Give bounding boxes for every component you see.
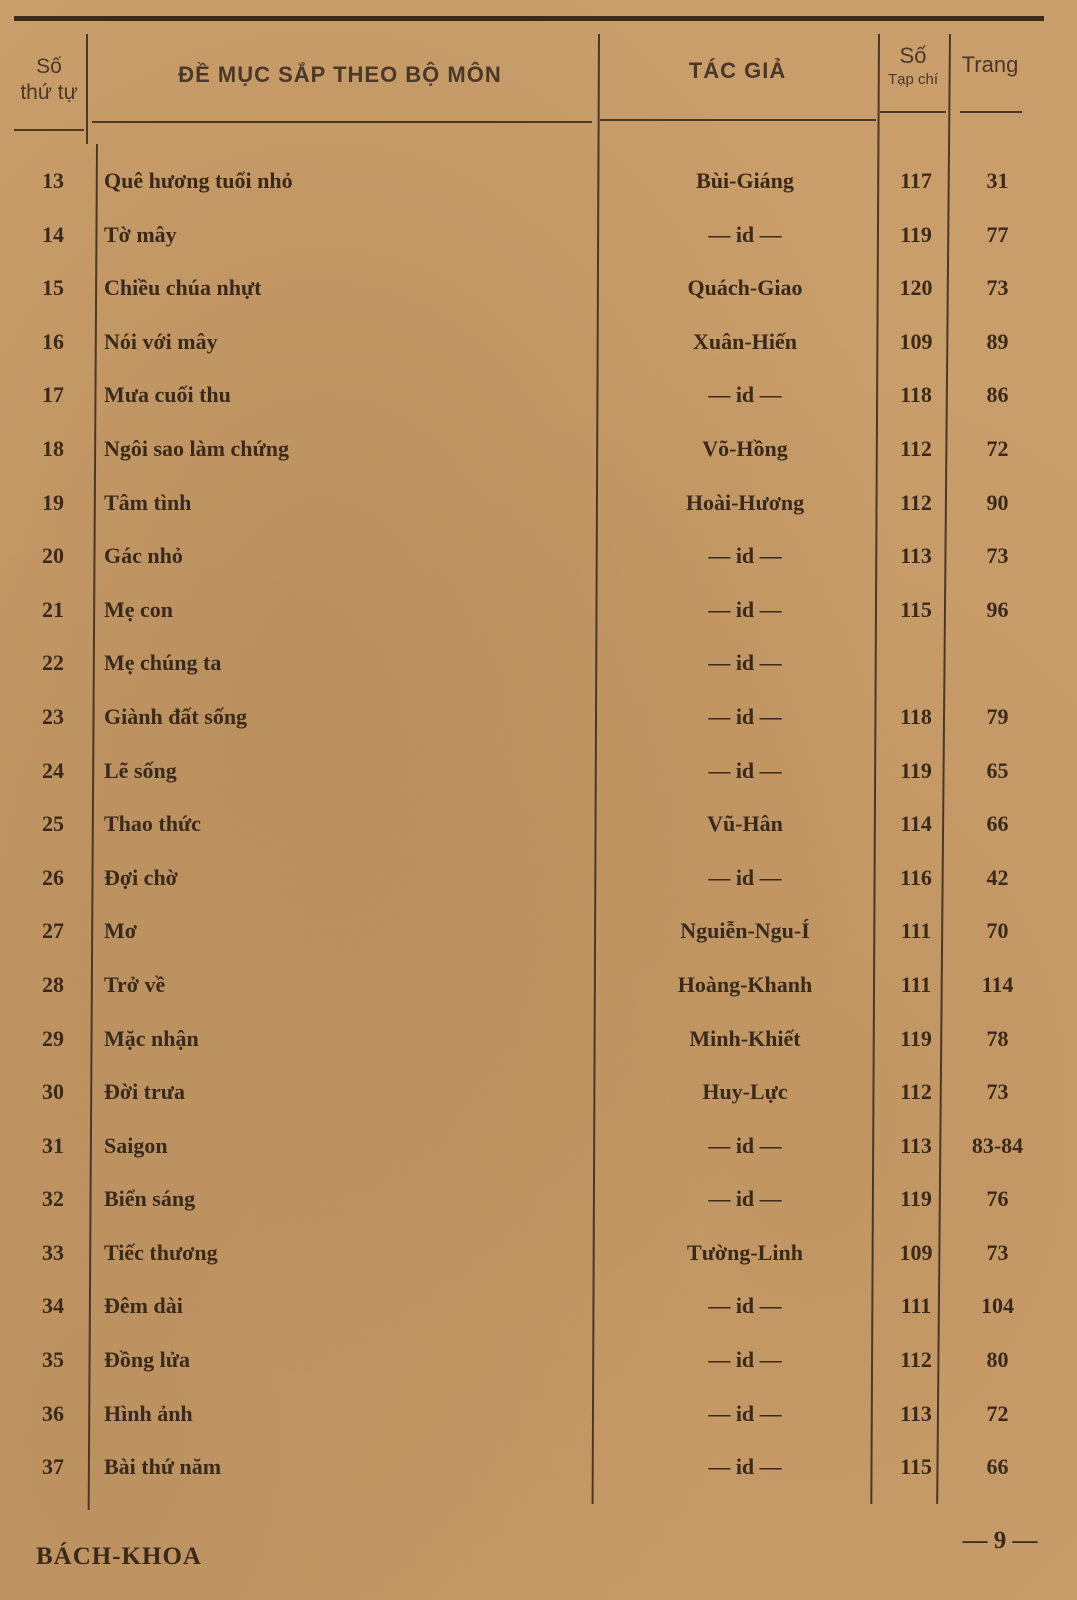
row-page: 73 [986,1239,1009,1265]
row-number: 15 [42,275,64,301]
row-number: 29 [42,1025,64,1051]
table-row [0,1343,1077,1397]
row-title: Mẹ con [104,596,174,622]
table-row [0,1397,1077,1451]
row-title: Trở về [104,971,166,997]
header-issue-line1: Số [899,43,927,68]
row-page: 66 [986,811,1009,837]
row-page: 73 [986,275,1009,301]
row-number: 24 [42,757,64,783]
row-issue: 112 [900,435,932,461]
row-author: — id — [708,650,782,676]
row-page: 78 [986,1025,1009,1051]
top-rule [14,16,1044,21]
row-page: 77 [986,221,1009,247]
header-number [14,54,84,106]
row-title: Gác nhỏ [104,543,183,569]
row-page: 89 [986,328,1009,354]
header-underline-issue [880,111,946,113]
row-issue: 119 [900,1025,932,1051]
row-number: 14 [42,221,64,247]
publication-name: BÁCH-KHOA [36,1543,202,1570]
row-number: 13 [42,168,64,193]
row-page: 66 [986,1454,1009,1480]
header-underline-title [92,121,592,123]
header-number-line2: thứ tự [20,81,78,104]
table-row [0,432,1077,486]
row-author: — id — [708,1293,782,1319]
row-page: 42 [986,864,1009,890]
header-page: Trang [961,52,1019,77]
row-page: 73 [986,1079,1009,1105]
row-issue: 113 [900,1400,932,1426]
row-author: — id — [708,1454,782,1480]
row-author: — id — [708,221,782,247]
row-author: — id — [708,543,782,569]
row-author: — id — [708,1186,782,1212]
row-title: Tờ mây [104,221,177,247]
row-title: Giành đất sống [104,703,248,729]
row-page: 86 [986,382,1009,408]
column-rule-number-header [86,34,88,144]
table-row [0,378,1077,432]
row-number: 30 [42,1079,64,1105]
row-number: 33 [42,1239,64,1265]
index-table [0,164,1077,1504]
row-author: Xuân-Hiến [693,328,797,354]
row-title: Biển sáng [104,1186,196,1212]
table-row [0,486,1077,540]
row-author: — id — [708,757,782,783]
header-underline-page [960,111,1022,113]
row-title: Đêm dài [104,1293,183,1319]
row-author: — id — [708,1347,782,1373]
header-number-line1: Số [36,55,62,78]
row-title: Mưa cuối thu [104,382,231,408]
row-author: — id — [708,1400,782,1426]
row-title: Ngôi sao làm chứng [104,435,289,461]
row-title: Đời trưa [104,1079,185,1105]
row-author: Võ-Hồng [702,435,788,461]
row-author: Hoài-Hương [685,489,805,515]
row-issue: 112 [900,1079,932,1105]
table-row [0,1289,1077,1343]
row-author: Hoàng-Khanh [677,971,813,997]
row-issue: 115 [900,1454,932,1480]
row-title: Mơ [104,918,137,944]
row-author: Bùi-Giáng [696,168,794,193]
table-row [0,1182,1077,1236]
row-title: Tiếc thương [104,1239,218,1265]
row-issue: 116 [900,864,932,890]
row-author: — id — [708,1132,782,1158]
header-underline-number [14,129,84,131]
row-issue: 114 [900,811,932,837]
table-row [0,1129,1077,1183]
header-issue-line2: Tạp chí [887,71,939,88]
row-author: Vũ-Hân [707,811,783,837]
row-author: — id — [708,703,782,729]
row-page: 72 [986,1400,1009,1426]
row-number: 25 [42,811,64,837]
row-issue: 113 [900,1132,932,1158]
row-issue: 109 [899,1239,933,1265]
row-title: Mặc nhận [104,1025,199,1051]
row-page: 96 [986,596,1009,622]
table-row [0,754,1077,808]
row-issue: 112 [900,489,932,515]
row-issue: 119 [900,757,932,783]
row-page: 80 [986,1347,1009,1373]
table-row [0,218,1077,272]
row-title: Lẽ sống [104,757,177,783]
row-number: 31 [42,1132,64,1158]
row-page: 65 [986,757,1009,783]
row-number: 28 [42,971,64,997]
row-title: Tâm tình [104,489,192,515]
table-row [0,646,1077,700]
page-number: — 9 — [962,1527,1038,1554]
row-page: 31 [986,168,1009,193]
row-page: 73 [986,543,1009,569]
row-number: 34 [42,1293,64,1319]
table-row [0,164,1077,218]
row-page: 79 [986,703,1009,729]
row-number: 20 [42,543,64,569]
table-row [0,539,1077,593]
table-row [0,700,1077,754]
row-issue: 118 [900,382,932,408]
row-issue: 117 [900,168,932,193]
row-number: 36 [42,1400,64,1426]
row-issue: 111 [900,1293,932,1319]
header-issue [878,44,948,92]
row-page: 104 [981,1293,1014,1319]
row-number: 18 [42,435,64,461]
row-number: 23 [42,703,64,729]
header-underline-author [600,119,876,121]
row-issue: 119 [900,1186,932,1212]
row-issue: 109 [899,328,933,354]
table-row [0,271,1077,325]
row-page: 90 [986,489,1009,515]
row-title: Đồng lửa [104,1347,190,1373]
row-title: Chiều chúa nhựt [104,275,262,301]
table-row [0,968,1077,1022]
row-author: Minh-Khiết [689,1025,801,1051]
table-row [0,807,1077,861]
row-issue: 118 [900,703,932,729]
row-author: Nguiễn-Ngu-Í [680,918,810,944]
row-title: Hình ảnh [104,1400,193,1426]
row-page: 70 [986,918,1009,944]
row-page: 83-84 [971,1132,1024,1158]
row-number: 22 [42,650,64,676]
row-number: 32 [42,1186,64,1212]
row-number: 27 [42,918,64,944]
row-page: 114 [981,971,1014,997]
table-row [0,914,1077,968]
row-number: 21 [42,596,64,622]
row-title: Thao thức [104,811,201,837]
table-row [0,325,1077,379]
row-page: 76 [986,1186,1009,1212]
table-row [0,1075,1077,1129]
row-issue: 112 [900,1347,932,1373]
row-title: Bài thứ năm [104,1454,222,1480]
table-row [0,593,1077,647]
row-number: 17 [42,382,64,408]
row-title: Nói với mây [104,328,218,354]
row-issue: 119 [900,221,932,247]
row-title: Đợi chờ [104,864,178,890]
row-title: Saigon [104,1132,168,1158]
row-issue: 111 [900,918,932,944]
row-number: 35 [42,1347,64,1373]
row-number: 19 [42,489,64,515]
table-row [0,1236,1077,1290]
row-author: — id — [708,596,782,622]
row-issue: 115 [900,596,932,622]
row-author: — id — [708,864,782,890]
row-number: 37 [42,1454,64,1480]
table-row [0,1450,1077,1504]
row-author: Tường-Linh [687,1239,803,1265]
row-author: Huy-Lực [702,1079,788,1105]
header-author: TÁC GIẢ [688,58,787,83]
header-title: ĐỀ MỤC SẮP THEO BỘ MÔN [178,62,502,87]
row-number: 16 [42,328,64,354]
row-author: — id — [708,382,782,408]
row-issue: 113 [900,543,932,569]
table-row [0,1022,1077,1076]
row-issue: 111 [900,971,932,997]
row-author: Quách-Giao [687,275,803,301]
row-title: Mẹ chúng ta [104,650,222,676]
row-page: 72 [986,435,1009,461]
row-title: Quê hương tuổi nhỏ [104,168,293,193]
row-number: 26 [42,864,64,890]
row-issue: 120 [899,275,933,301]
table-row [0,861,1077,915]
